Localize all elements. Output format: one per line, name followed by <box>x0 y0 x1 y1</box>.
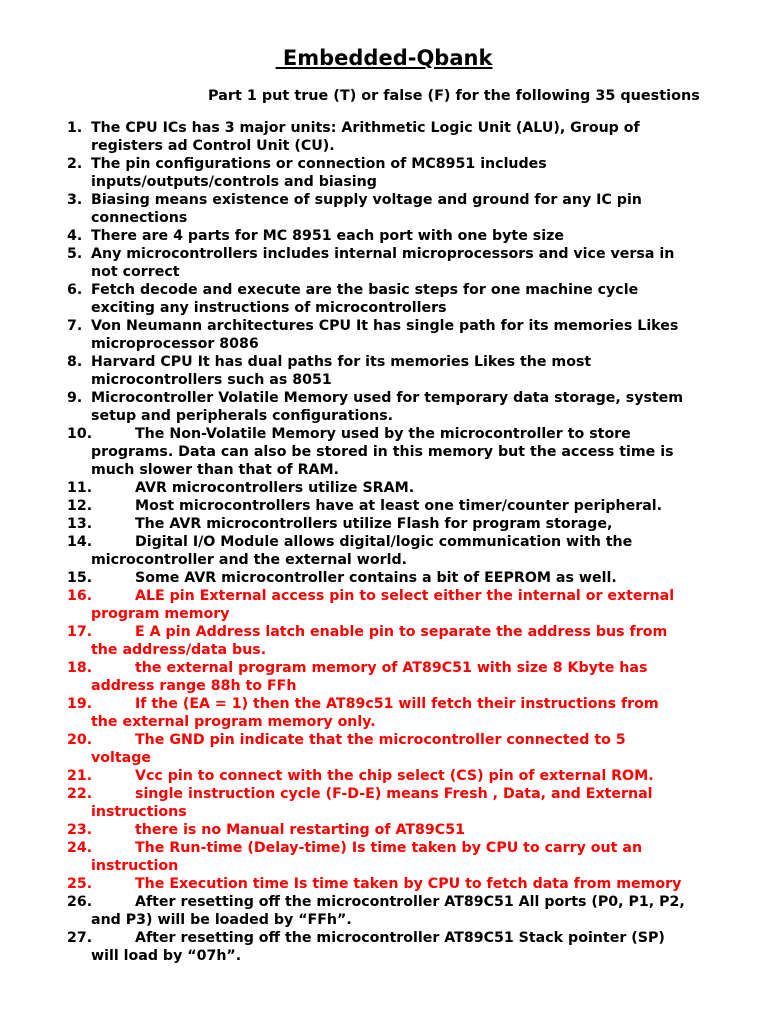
question-text: The AVR microcontrollers utilize Flash for program storage, <box>135 516 613 532</box>
question-number: 27. <box>67 930 93 946</box>
question-text: registers ad Control Unit (CU). <box>91 138 335 154</box>
question-number: 26. <box>67 894 93 910</box>
question-number: 24. <box>67 840 93 856</box>
question-number: 7. <box>67 318 83 334</box>
question-item <box>0 245 768 281</box>
question-text: Digital I/O Module allows digital/logic communication with the <box>135 534 633 550</box>
question-item <box>0 389 768 425</box>
question-item <box>0 821 768 839</box>
question-text: E A pin Address latch enable pin to separate the address bus from <box>135 624 668 640</box>
question-number: 1. <box>67 120 83 136</box>
question-text: will load by “07h”. <box>91 948 242 964</box>
question-text: The Execution time Is time taken by CPU to fetch data from memory <box>135 876 682 892</box>
question-text: instructions <box>91 804 187 820</box>
question-number: 22. <box>67 786 93 802</box>
question-text: single instruction cycle (F-D-E) means Fresh , Data, and External <box>135 786 653 802</box>
question-item <box>0 893 768 929</box>
question-number: 20. <box>67 732 93 748</box>
question-text: The CPU ICs has 3 major units: Arithmetic Logic Unit (ALU), Group of <box>91 120 640 136</box>
question-item <box>0 731 768 767</box>
question-text: If the (EA = 1) then the AT89c51 will fetch their instructions from <box>135 696 659 712</box>
question-number: 19. <box>67 696 93 712</box>
question-item <box>0 785 768 821</box>
question-item <box>0 281 768 317</box>
question-text: inputs/outputs/controls and biasing <box>91 174 377 190</box>
question-item <box>0 155 768 191</box>
question-number: 5. <box>67 246 83 262</box>
question-text: and P3) will be loaded by “FFh”. <box>91 912 352 928</box>
question-number: 4. <box>67 228 83 244</box>
question-text: Vcc pin to connect with the chip select (CS) pin of external ROM. <box>135 768 654 784</box>
question-text: Some AVR microcontroller contains a bit of EEPROM as well. <box>135 570 617 586</box>
question-text: the address/data bus. <box>91 642 267 658</box>
question-text: much slower than that of RAM. <box>91 462 339 478</box>
question-number: 6. <box>67 282 83 298</box>
question-text: not correct <box>91 264 180 280</box>
question-item <box>0 227 768 245</box>
question-number: 15. <box>67 570 93 586</box>
document-title: Embedded-Qbank <box>275 46 493 70</box>
question-text: microprocessor 8086 <box>91 336 259 352</box>
question-text: The Run-time (Delay-time) Is time taken by CPU to carry out an <box>135 840 643 856</box>
question-item <box>0 497 768 515</box>
question-item <box>0 515 768 533</box>
question-text: instruction <box>91 858 179 874</box>
question-number: 23. <box>67 822 93 838</box>
question-text: The Non-Volatile Memory used by the microcontroller to store <box>135 426 631 442</box>
question-text: Microcontroller Volatile Memory used for temporary data storage, system <box>91 390 684 406</box>
question-text: ALE pin External access pin to select either the internal or external <box>135 588 675 604</box>
question-number: 11. <box>67 480 93 496</box>
question-item <box>0 875 768 893</box>
question-item <box>0 533 768 569</box>
question-number: 18. <box>67 660 93 676</box>
question-text: microcontrollers such as 8051 <box>91 372 332 388</box>
question-item <box>0 929 768 965</box>
question-item <box>0 767 768 785</box>
question-number: 3. <box>67 192 83 208</box>
question-text: voltage <box>91 750 151 766</box>
question-number: 2. <box>67 156 83 172</box>
question-item <box>0 353 768 389</box>
question-number: 10. <box>67 426 93 442</box>
question-text: exciting any instructions of microcontrollers <box>91 300 447 316</box>
question-text: Fetch decode and execute are the basic steps for one machine cycle <box>91 282 639 298</box>
question-text: the external program memory of AT89C51 with size 8 Kbyte has <box>135 660 648 676</box>
question-number: 8. <box>67 354 83 370</box>
question-text: AVR microcontrollers utilize SRAM. <box>135 480 415 496</box>
question-text: program memory <box>91 606 230 622</box>
question-text: After resetting off the microcontroller AT89C51 All ports (P0, P1, P2, <box>135 894 685 910</box>
question-item <box>0 623 768 659</box>
question-item <box>0 587 768 623</box>
question-text: Biasing means existence of supply voltage and ground for any IC pin <box>91 192 642 208</box>
question-item <box>0 695 768 731</box>
question-text: Von Neumann architectures CPU It has single path for its memories Likes <box>91 318 679 334</box>
question-text: There are 4 parts for MC 8951 each port with one byte size <box>91 228 564 244</box>
section-subtitle: Part 1 put true (T) or false (F) for the following 35 questions <box>208 88 700 104</box>
question-text: address range 88h to FFh <box>91 678 297 694</box>
question-number: 13. <box>67 516 93 532</box>
question-number: 21. <box>67 768 93 784</box>
question-item <box>0 317 768 353</box>
question-item <box>0 425 768 479</box>
question-number: 12. <box>67 498 93 514</box>
question-text: setup and peripherals configurations. <box>91 408 394 424</box>
question-item <box>0 119 768 155</box>
question-text: programs. Data can also be stored in this memory but the access time is <box>91 444 674 460</box>
question-text: there is no Manual restarting of AT89C51 <box>135 822 465 838</box>
question-item <box>0 569 768 587</box>
question-text: microcontroller and the external world. <box>91 552 407 568</box>
question-list <box>0 119 768 965</box>
question-text: Harvard CPU It has dual paths for its memories Likes the most <box>91 354 592 370</box>
question-text: Most microcontrollers have at least one timer/counter peripheral. <box>135 498 663 514</box>
question-text: The pin configurations or connection of MC8951 includes <box>91 156 547 172</box>
question-number: 14. <box>67 534 93 550</box>
question-number: 25. <box>67 876 93 892</box>
question-number: 9. <box>67 390 83 406</box>
question-item <box>0 191 768 227</box>
question-item <box>0 659 768 695</box>
question-number: 17. <box>67 624 93 640</box>
question-item <box>0 479 768 497</box>
question-text: the external program memory only. <box>91 714 376 730</box>
question-text: connections <box>91 210 188 226</box>
question-item <box>0 839 768 875</box>
question-text: The GND pin indicate that the microcontroller connected to 5 <box>135 732 626 748</box>
question-text: After resetting off the microcontroller AT89C51 Stack pointer (SP) <box>135 930 665 946</box>
question-number: 16. <box>67 588 93 604</box>
question-text: Any microcontrollers includes internal microprocessors and vice versa in <box>91 246 675 262</box>
